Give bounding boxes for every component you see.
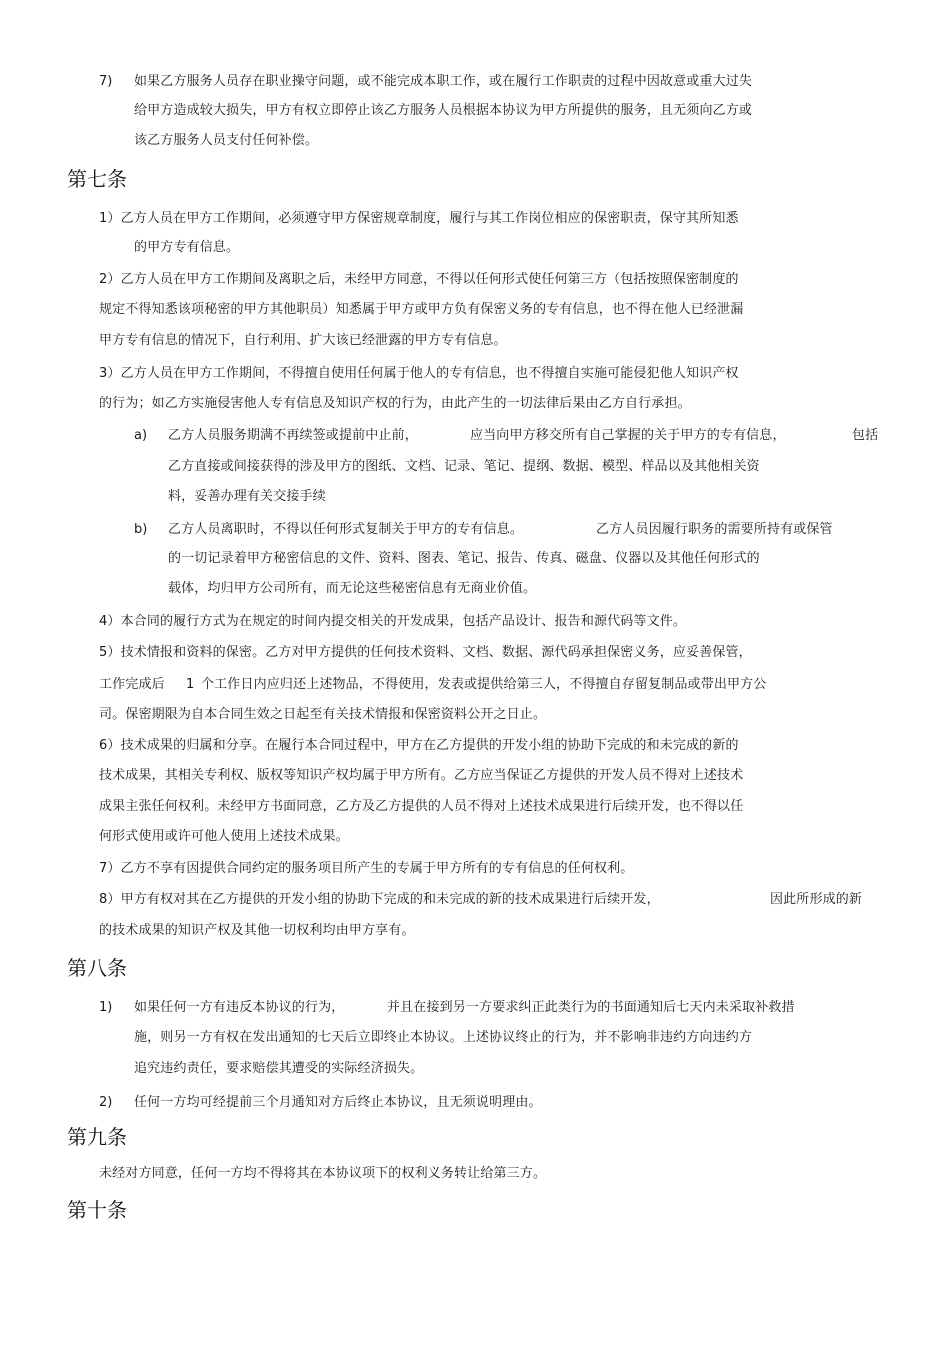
text-line: 2）乙方人员在甲方工作期间及离职之后，未经甲方同意，不得以任何形式使任何第三方（包括按照保密制度的: [99, 272, 739, 287]
text-line: 未经对方同意，任何一方均不得将其在本协议项下的权利义务转让给第三方。: [99, 1166, 547, 1181]
text-line: 如果乙方服务人员存在职业操守问题，或不能完成本职工作，或在履行工作职责的过程中因故意或重大过失: [134, 74, 753, 89]
text-line: 何形式使用或许可他人使用上述技术成果。: [99, 829, 349, 844]
text-line: 甲方专有信息的情况下，自行利用、扩大该已经泄露的甲方专有信息。: [99, 333, 507, 348]
text-line: 乙方直接或间接获得的涉及甲方的图纸、文档、记录、笔记、提纲、数据、模型、样品以及其他相关资: [168, 459, 760, 474]
text-line: 3）乙方人员在甲方工作期间，不得擅自使用任何属于他人的专有信息，也不得擅自实施可能侵犯他人知识产权: [99, 366, 739, 381]
text-line: 该乙方服务人员支付任何补偿。: [134, 133, 319, 148]
text-line: 5）技术情报和资料的保密。乙方对甲方提供的任何技术资料、文档、数据、源代码承担保密义务，应妥善保管，: [99, 645, 752, 660]
text-line: 任何一方均可经提前三个月通知对方后终止本协议，且无须说明理由。: [134, 1095, 542, 1110]
article-heading-9: 第九条: [67, 1125, 127, 1149]
list-letter: b): [134, 522, 148, 537]
text-line: 规定不得知悉该项秘密的甲方其他职员）知悉属于甲方或甲方负有保密义务的专有信息，也不得在他人已经泄漏: [99, 302, 744, 317]
text-line: 应当向甲方移交所有自己掌握的关于甲方的专有信息，: [470, 428, 786, 443]
text-line: 4）本合同的履行方式为在规定的时间内提交相关的开发成果，包括产品设计、报告和源代码等文件。: [99, 614, 687, 629]
text-line: 6）技术成果的归属和分享。在履行本合同过程中，甲方在乙方提供的开发小组的协助下完成的和未完成的新的: [99, 738, 739, 753]
text-line: 成果主张任何权利。未经甲方书面同意，乙方及乙方提供的人员不得对上述技术成果进行后续开发，也不得以任: [99, 799, 744, 814]
text-line: 如果任何一方有违反本协议的行为，: [134, 1000, 345, 1015]
text-line: 工作完成后: [99, 677, 165, 692]
article-heading-7: 第七条: [67, 167, 127, 191]
text-line: 给甲方造成较大损失，甲方有权立即停止该乙方服务人员根据本协议为甲方所提供的服务，且无须向乙方或: [134, 103, 753, 118]
text-line: 因此所形成的新: [770, 892, 863, 907]
text-line: 包括: [852, 428, 879, 443]
list-number: 7): [99, 74, 113, 89]
text-line: 载体，均归甲方公司所有，而无论这些秘密信息有无商业价值。: [168, 581, 537, 596]
text-line: 料，妥善办理有关交接手续: [168, 489, 326, 504]
text-line: 的甲方专有信息。: [134, 240, 240, 255]
text-line: 并且在接到另一方要求纠正此类行为的书面通知后七天内未采取补救措: [387, 1000, 795, 1015]
text-line: 乙方人员服务期满不再续签或提前中止前，: [168, 428, 418, 443]
text-line: 的技术成果的知识产权及其他一切权利均由甲方享有。: [99, 923, 415, 938]
text-line: 1）乙方人员在甲方工作期间，必须遵守甲方保密规章制度，履行与其工作岗位相应的保密职责，保守其所知悉: [99, 211, 739, 226]
text-line: 的一切记录着甲方秘密信息的文件、资料、图表、笔记、报告、传真、磁盘、仪器以及其他任何形式的: [168, 551, 760, 566]
text-line: 追究违约责任，要求赔偿其遭受的实际经济损失。: [134, 1061, 424, 1076]
text-line: 技术成果，其相关专利权、版权等知识产权均属于甲方所有。乙方应当保证乙方提供的开发人员不得对上述技术: [99, 768, 744, 783]
text-line: 个工作日内应归还上述物品，不得使用，发表或提供给第三人，不得擅自存留复制品或带出甲方公: [201, 677, 767, 692]
text-line: 1: [186, 677, 195, 692]
list-number: 2): [99, 1095, 113, 1110]
list-number: 1): [99, 1000, 113, 1015]
article-heading-8: 第八条: [67, 956, 127, 980]
text-line: 7）乙方不享有因提供合同约定的服务项目所产生的专属于甲方所有的专有信息的任何权利。: [99, 861, 634, 876]
text-line: 乙方人员因履行职务的需要所持有或保管: [596, 522, 833, 537]
text-line: 施，则另一方有权在发出通知的七天后立即终止本协议。上述协议终止的行为，并不影响非违约方向违约方: [134, 1030, 753, 1045]
text-line: 的行为；如乙方实施侵害他人专有信息及知识产权的行为，由此产生的一切法律后果由乙方自行承担。: [99, 396, 691, 411]
text-line: 8）甲方有权对其在乙方提供的开发小组的协助下完成的和未完成的新的技术成果进行后续开发，: [99, 892, 660, 907]
text-line: 乙方人员离职时，不得以任何形式复制关于甲方的专有信息。: [168, 522, 524, 537]
article-heading-10: 第十条: [67, 1198, 127, 1222]
text-line: 司。保密期限为自本合同生效之日起至有关技术情报和保密资料公开之日止。: [99, 707, 547, 722]
list-letter: a): [134, 428, 148, 443]
